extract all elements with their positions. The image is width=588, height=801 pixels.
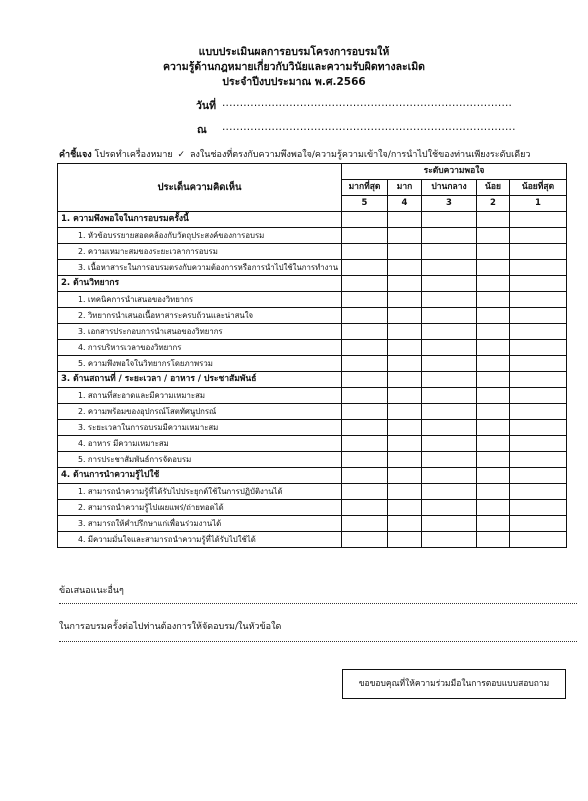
item-label: 1. เทคนิคการนำเสนอของวิทยากร — [58, 292, 342, 308]
section-blank-cell — [342, 372, 388, 388]
next-training-answer-line[interactable] — [59, 641, 577, 642]
rating-cell-2[interactable] — [477, 388, 510, 404]
level-label: น้อยที่สุด — [510, 180, 567, 196]
section-blank-cell — [477, 468, 510, 484]
item-row — [58, 484, 567, 500]
rating-cell-3[interactable] — [422, 420, 477, 436]
rating-cell-1[interactable] — [510, 436, 567, 452]
rating-cell-1[interactable] — [510, 420, 567, 436]
rating-cell-3[interactable] — [422, 532, 477, 548]
rating-cell-4[interactable] — [388, 324, 422, 340]
section-row — [58, 468, 567, 484]
rating-cell-2[interactable] — [477, 516, 510, 532]
rating-cell-1[interactable] — [510, 356, 567, 372]
item-row — [58, 244, 567, 260]
item-label: 2. ความพร้อมของอุปกรณ์โสตทัศนูปกรณ์ — [58, 404, 342, 420]
date-label: วันที่ — [196, 100, 216, 112]
rating-cell-2[interactable] — [477, 532, 510, 548]
section-blank-cell — [477, 276, 510, 292]
item-label: 2. วิทยากรนำเสนอเนื้อหาสาระครบถ้วนและน่าสนใจ — [58, 308, 342, 324]
level-score: 4 — [388, 196, 422, 212]
rating-cell-1[interactable] — [510, 292, 567, 308]
rating-cell-3[interactable] — [422, 356, 477, 372]
rating-cell-4[interactable] — [388, 308, 422, 324]
suggestion-answer-line[interactable] — [59, 603, 577, 604]
section-row — [58, 276, 567, 292]
item-row — [58, 404, 567, 420]
rating-cell-1[interactable] — [510, 260, 567, 276]
section-blank-cell — [510, 468, 567, 484]
instruction-text-before: โปรดทำเครื่องหมาย — [94, 150, 173, 160]
next-training-label: ในการอบรมครั้งต่อไปท่านต้องการให้จัดอบรม/ในหัวข้อใด — [59, 622, 282, 632]
rating-cell-3[interactable] — [422, 484, 477, 500]
rating-cell-5[interactable] — [342, 452, 388, 468]
section-title: 1. ความพึงพอใจในการอบรมครั้งนี้ — [58, 212, 342, 228]
rating-cell-1[interactable] — [510, 324, 567, 340]
rating-cell-5[interactable] — [342, 356, 388, 372]
rating-cell-1[interactable] — [510, 228, 567, 244]
rating-cell-3[interactable] — [422, 308, 477, 324]
rating-cell-2[interactable] — [477, 436, 510, 452]
level-score: 1 — [510, 196, 567, 212]
item-label: 4. การบริหารเวลาของวิทยากร — [58, 340, 342, 356]
item-label: 1. สถานที่สะอาดและมีความเหมาะสม — [58, 388, 342, 404]
item-label: 3. เนื้อหาสาระในการอบรมตรงกับความต้องการหรือการนำไปใช้ในการทำงาน — [58, 260, 342, 276]
rating-cell-1[interactable] — [510, 388, 567, 404]
rating-cell-1[interactable] — [510, 452, 567, 468]
date-fill-line[interactable]: .................................................................................. — [222, 97, 513, 109]
rating-cell-3[interactable] — [422, 244, 477, 260]
rating-cell-3[interactable] — [422, 516, 477, 532]
rating-cell-4[interactable] — [388, 404, 422, 420]
location-fill-line[interactable]: ................................................................................... — [222, 121, 516, 133]
rating-cell-2[interactable] — [477, 420, 510, 436]
rating-cell-4[interactable] — [388, 340, 422, 356]
item-label: 4. มีความมั่นใจและสามารถนำความรู้ที่ได้รับไปใช้ได้ — [58, 532, 342, 548]
rating-cell-5[interactable] — [342, 388, 388, 404]
rating-cell-1[interactable] — [510, 532, 567, 548]
suggestion-label: ข้อเสนอแนะอื่นๆ — [59, 586, 124, 596]
instruction-label: คำชี้แจง — [59, 150, 92, 160]
rating-cell-3[interactable] — [422, 260, 477, 276]
level-label: น้อย — [477, 180, 510, 196]
rating-cell-5[interactable] — [342, 516, 388, 532]
section-blank-cell — [388, 212, 422, 228]
rating-cell-4[interactable] — [388, 388, 422, 404]
item-row — [58, 228, 567, 244]
rating-cell-5[interactable] — [342, 260, 388, 276]
rating-cell-5[interactable] — [342, 324, 388, 340]
rating-cell-4[interactable] — [388, 532, 422, 548]
section-blank-cell — [477, 212, 510, 228]
item-label: 2. ความเหมาะสมของระยะเวลาการอบรม — [58, 244, 342, 260]
section-row — [58, 372, 567, 388]
rating-cell-4[interactable] — [388, 260, 422, 276]
issue-column-header: ประเด็นความคิดเห็น — [58, 164, 342, 212]
rating-cell-3[interactable] — [422, 404, 477, 420]
form-title-line-1: แบบประเมินผลการอบรมโครงการอบรมให้ — [198, 46, 390, 58]
checkmark-icon: ✓ — [177, 150, 186, 160]
level-score: 2 — [477, 196, 510, 212]
form-title-line-2: ความรู้ด้านกฎหมายเกี่ยวกับวินัยและความรับผิดทางละเมิด — [162, 61, 425, 73]
item-label: 2. สามารถนำความรู้ไปเผยแพร่/ถ่ายทอดได้ — [58, 500, 342, 516]
evaluation-table-body — [58, 212, 567, 548]
rating-cell-3[interactable] — [422, 228, 477, 244]
rating-cell-4[interactable] — [388, 356, 422, 372]
item-row — [58, 308, 567, 324]
section-blank-cell — [510, 212, 567, 228]
item-row — [58, 532, 567, 548]
rating-cell-5[interactable] — [342, 244, 388, 260]
rating-cell-5[interactable] — [342, 292, 388, 308]
section-blank-cell — [388, 372, 422, 388]
rating-cell-2[interactable] — [477, 292, 510, 308]
rating-cell-2[interactable] — [477, 452, 510, 468]
rating-cell-2[interactable] — [477, 260, 510, 276]
rating-cell-1[interactable] — [510, 340, 567, 356]
item-row — [58, 388, 567, 404]
level-score: 3 — [422, 196, 477, 212]
rating-cell-4[interactable] — [388, 452, 422, 468]
item-label: 1. หัวข้อบรรยายสอดคล้องกับวัตถุประสงค์ของการอบรม — [58, 228, 342, 244]
rating-cell-2[interactable] — [477, 244, 510, 260]
location-label: ณ — [197, 124, 207, 136]
section-blank-cell — [510, 276, 567, 292]
rating-cell-2[interactable] — [477, 308, 510, 324]
item-label: 3. สามารถให้คำปรึกษาแก่เพื่อนร่วมงานได้ — [58, 516, 342, 532]
rating-cell-4[interactable] — [388, 516, 422, 532]
rating-cell-5[interactable] — [342, 532, 388, 548]
rating-cell-5[interactable] — [342, 484, 388, 500]
item-row — [58, 324, 567, 340]
rating-cell-4[interactable] — [388, 436, 422, 452]
section-blank-cell — [342, 276, 388, 292]
rating-cell-4[interactable] — [388, 500, 422, 516]
rating-cell-5[interactable] — [342, 228, 388, 244]
rating-cell-2[interactable] — [477, 500, 510, 516]
rating-cell-2[interactable] — [477, 324, 510, 340]
form-title-line-3: ประจำปีงบประมาณ พ.ศ.2566 — [222, 76, 366, 88]
evaluation-table — [57, 163, 567, 548]
rating-cell-5[interactable] — [342, 308, 388, 324]
thank-you-box: ขอขอบคุณที่ให้ความร่วมมือในการตอบแบบสอบถาม — [342, 669, 566, 699]
item-row — [58, 340, 567, 356]
rating-cell-4[interactable] — [388, 228, 422, 244]
section-title: 2. ด้านวิทยากร — [58, 276, 342, 292]
rating-cell-1[interactable] — [510, 308, 567, 324]
item-label: 3. เอกสารประกอบการนำเสนอของวิทยากร — [58, 324, 342, 340]
scale-column-header: ระดับความพอใจ — [342, 164, 567, 180]
level-label: มากที่สุด — [342, 180, 388, 196]
item-row — [58, 260, 567, 276]
rating-cell-1[interactable] — [510, 500, 567, 516]
item-label: 1. สามารถนำความรู้ที่ได้รับไปประยุกต์ใช้ในการปฏิบัติงานได้ — [58, 484, 342, 500]
item-row — [58, 356, 567, 372]
rating-cell-5[interactable] — [342, 404, 388, 420]
rating-cell-3[interactable] — [422, 500, 477, 516]
rating-cell-3[interactable] — [422, 436, 477, 452]
rating-cell-3[interactable] — [422, 388, 477, 404]
rating-cell-2[interactable] — [477, 404, 510, 420]
rating-cell-2[interactable] — [477, 484, 510, 500]
section-blank-cell — [422, 276, 477, 292]
rating-cell-1[interactable] — [510, 484, 567, 500]
item-label: 3. ระยะเวลาในการอบรมมีความเหมาะสม — [58, 420, 342, 436]
item-row — [58, 292, 567, 308]
item-row — [58, 452, 567, 468]
item-row — [58, 516, 567, 532]
rating-cell-5[interactable] — [342, 420, 388, 436]
rating-cell-3[interactable] — [422, 452, 477, 468]
instruction — [59, 147, 530, 161]
item-label: 5. ความพึงพอใจในวิทยากรโดยภาพรวม — [58, 356, 342, 372]
rating-cell-4[interactable] — [388, 244, 422, 260]
section-blank-cell — [388, 468, 422, 484]
rating-cell-5[interactable] — [342, 500, 388, 516]
rating-cell-5[interactable] — [342, 436, 388, 452]
section-blank-cell — [422, 468, 477, 484]
level-label: ปานกลาง — [422, 180, 477, 196]
section-blank-cell — [342, 212, 388, 228]
rating-cell-2[interactable] — [477, 340, 510, 356]
section-blank-cell — [342, 468, 388, 484]
level-label: มาก — [388, 180, 422, 196]
rating-cell-2[interactable] — [477, 228, 510, 244]
section-title: 3. ด้านสถานที่ / ระยะเวลา / อาหาร / ประชาสัมพันธ์ — [58, 372, 342, 388]
rating-cell-4[interactable] — [388, 484, 422, 500]
rating-cell-1[interactable] — [510, 516, 567, 532]
item-label: 5. การประชาสัมพันธ์การจัดอบรม — [58, 452, 342, 468]
rating-cell-3[interactable] — [422, 292, 477, 308]
rating-cell-4[interactable] — [388, 420, 422, 436]
instruction-text-after: ลงในช่องที่ตรงกับความพึงพอใจ/ความรู้ความเข้าใจ/การนำไปใช้ของท่านเพียงระดับเดียว — [189, 150, 531, 160]
rating-cell-5[interactable] — [342, 340, 388, 356]
rating-cell-3[interactable] — [422, 324, 477, 340]
rating-cell-2[interactable] — [477, 356, 510, 372]
section-blank-cell — [388, 276, 422, 292]
item-row — [58, 500, 567, 516]
rating-cell-1[interactable] — [510, 404, 567, 420]
item-label: 4. อาหาร มีความเหมาะสม — [58, 436, 342, 452]
rating-cell-4[interactable] — [388, 292, 422, 308]
section-blank-cell — [477, 372, 510, 388]
rating-cell-3[interactable] — [422, 340, 477, 356]
section-blank-cell — [510, 372, 567, 388]
section-row — [58, 212, 567, 228]
item-row — [58, 420, 567, 436]
section-blank-cell — [422, 212, 477, 228]
section-title: 4. ด้านการนำความรู้ไปใช้ — [58, 468, 342, 484]
section-blank-cell — [422, 372, 477, 388]
item-row — [58, 436, 567, 452]
level-score: 5 — [342, 196, 388, 212]
rating-cell-1[interactable] — [510, 244, 567, 260]
